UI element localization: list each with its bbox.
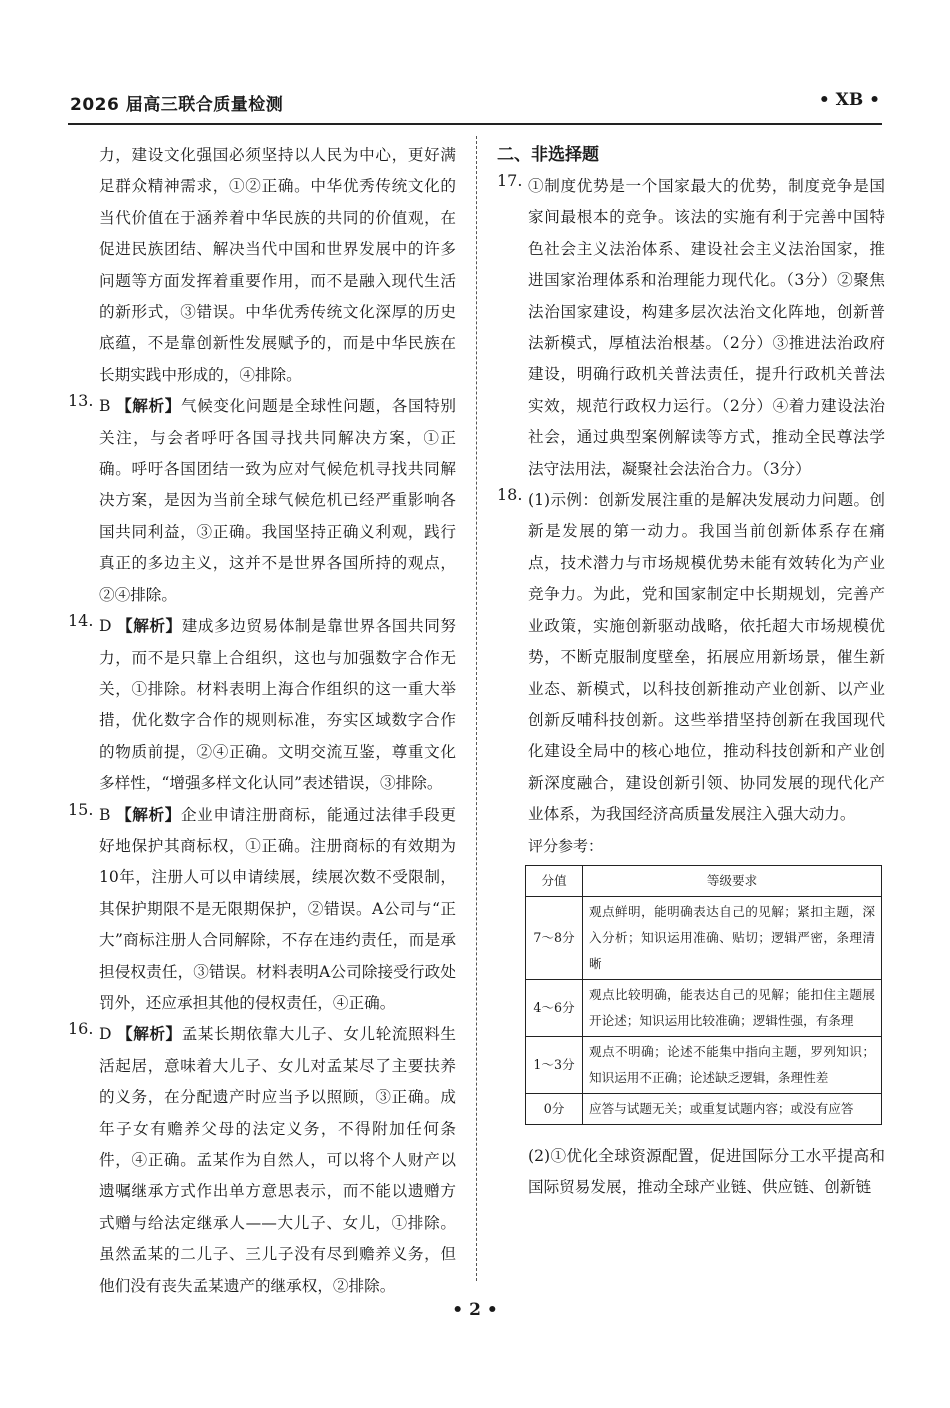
table-row xyxy=(526,896,882,979)
question-18 xyxy=(497,485,885,830)
score-cell: 4～6分 xyxy=(526,979,583,1036)
right-column xyxy=(497,140,885,1203)
scoring-table xyxy=(525,865,882,1125)
answer-item-16 xyxy=(68,1019,456,1302)
analysis-text: 企业申请注册商标，能通过法律手段更好地保护其商标权，①正确。注册商标的有效期为10年，注册人可以申请续展，续展次数不受限制，其保护期限不是无限期保护，②错误。A公司与“正大”商标注册人合同解除，不存在违约责任，而是承担侵权责任，③错误。材料表明A公司除接受行政处罚外，还应承担其他的侵权责任，④正确。 xyxy=(99,805,456,1012)
requirement-cell: 观点比较明确，能表达自己的见解；能扣住主题展开论述；知识运用比较准确；逻辑性强，有条理 xyxy=(583,979,882,1036)
analysis-text: 建成多边贸易体制是靠世界各国共同努力，而不是只靠上合组织，这也与加强数字合作无关，①排除。材料表明上海合作组织的这一重大举措，优化数字合作的规则标准，夯实区域数字合作的物质前提，②④正确。文明交流互鉴，尊重文化多样性，“增强多样文化认同”表述错误，③排除。 xyxy=(99,617,456,793)
item-number: 16. xyxy=(68,1019,94,1039)
question-17 xyxy=(497,171,885,485)
exam-code: • XB • xyxy=(818,90,880,110)
answer-letter: B xyxy=(99,397,111,416)
q18-part2-text: (2)①优化全球资源配置，促进国际分工水平提高和国际贸易发展，推动全球产业链、供应链、创新链 xyxy=(528,1146,885,1196)
item-number: 14. xyxy=(68,611,94,631)
exam-title: 2026 届高三联合质量检测 xyxy=(70,95,284,115)
analysis-tag: 【解析】 xyxy=(116,805,181,824)
page-number: • 2 • xyxy=(452,1300,498,1320)
q18-part1-text: (1)示例：创新发展注重的是解决发展动力问题。创新是发展的第一动力。我国当前创新体系存在痛点，技术潜力与市场规模优势未能有效转化为产业竞争力。为此，党和国家制定中长期规划，完善产业政策，实施创新驱动战略，依托超大市场规模优势，不断克服制度壁垒，拓展应用新场景，催生新业态、新模式，以科技创新推动产业创新、以产业创新反哺科技创新。这些举措坚持创新在我国现代化建设全局中的核心地位，推动科技创新和产业创新深度融合，建设创新引领、协同发展的现代化产业体系，为我国经济高质量发展注入强大动力。 xyxy=(528,491,885,824)
requirement-cell: 观点不明确；论述不能集中指向主题，罗列知识；知识运用不正确；论述缺乏逻辑，条理性差 xyxy=(583,1036,882,1093)
analysis-tag: 【解析】 xyxy=(117,617,182,636)
item-number: 17. xyxy=(497,171,523,190)
header-rule xyxy=(68,123,882,125)
table-row xyxy=(526,1036,882,1093)
answer-item-13 xyxy=(68,391,456,611)
table-header-requirement: 等级要求 xyxy=(583,865,882,896)
q17-answer-text: ①制度优势是一个国家最大的优势，制度竞争是国家间最根本的竞争。该法的实施有利于完善中国特色社会主义法治体系、建设社会主义法治国家，推进国家治理体系和治理能力现代化。（3分）②聚焦法治国家建设，构建多层次法治文化阵地，创新普法新模式，厚植法治根基。（2分）③推进法治政府建设，明确行政机关普法责任，提升行政机关普法实效，规范行政权力运行。（2分）④着力建设法治社会，通过典型案例解读等方式，推动全民尊法学法守法用法，凝聚社会法治合力。（3分） xyxy=(528,177,885,478)
answer-item-14 xyxy=(68,611,456,799)
answer-letter: D xyxy=(99,1025,112,1044)
answer-letter: B xyxy=(99,805,111,824)
item-number: 18. xyxy=(497,485,523,505)
section-title: 二、非选择题 xyxy=(497,145,599,165)
score-cell: 7～8分 xyxy=(526,896,583,979)
analysis-text: 气候变化问题是全球性问题，各国特别关注，与会者呼吁各国寻找共同解决方案，①正确。呼吁各国团结一致为应对气候危机寻找共同解决方案，是因为当前全球气候危机已经严重影响各国共同利益，③正确。我国坚持正确义利观，践行真正的多边主义，这并不是世界各国所持的观点，②④排除。 xyxy=(99,397,456,604)
analysis-tag: 【解析】 xyxy=(116,397,181,416)
score-caption: 评分参考： xyxy=(528,836,604,855)
score-cell: 0分 xyxy=(526,1093,583,1124)
table-row xyxy=(526,979,882,1036)
analysis-text: 孟某长期依靠大儿子、女儿轮流照料生活起居，意味着大儿子、女儿对孟某尽了主要扶养的义务，在分配遗产时应当予以照顾，③正确。成年子女有赡养父母的法定义务，不得附加任何条件，④正确。孟某作为自然人，可以将个人财产以遗嘱继承方式作出单方意思表示，而不能以遗赠方式赠与给法定继承人——大儿子、女儿，①排除。虽然孟某的二儿子、三儿子没有尽到赡养义务，但他们没有丧失孟某遗产的继承权，②排除。 xyxy=(99,1025,456,1295)
table-row xyxy=(526,1093,882,1124)
score-cell: 1～3分 xyxy=(526,1036,583,1093)
table-header-row xyxy=(526,865,882,896)
answer-item-15 xyxy=(68,800,456,1020)
requirement-cell: 观点鲜明，能明确表达自己的见解；紧扣主题，深入分析；知识运用准确、贴切；逻辑严密，条理清晰 xyxy=(583,896,882,979)
item-number: 13. xyxy=(68,391,94,411)
analysis-tag: 【解析】 xyxy=(117,1025,182,1044)
item-number: 15. xyxy=(68,799,94,819)
column-divider xyxy=(476,136,477,1281)
table-header-score: 分值 xyxy=(526,865,583,896)
requirement-cell: 应答与试题无关；或重复试题内容；或没有应答 xyxy=(583,1093,882,1124)
answer-letter: D xyxy=(99,617,112,636)
continuation-text: 力，建设文化强国必须坚持以人民为中心，更好满足群众精神需求，①②正确。中华优秀传统文化的当代价值在于涵养着中华民族的共同的价值观，在促进民族团结、解决当代中国和世界发展中的许多问题等方面发挥着重要作用，而不是融入现代生活的新形式，③错误。中华优秀传统文化深厚的历史底蕴，不是靠创新性发展赋予的，而是中华民族在长期实践中形成的，④排除。 xyxy=(99,146,456,384)
left-column xyxy=(68,140,456,1302)
